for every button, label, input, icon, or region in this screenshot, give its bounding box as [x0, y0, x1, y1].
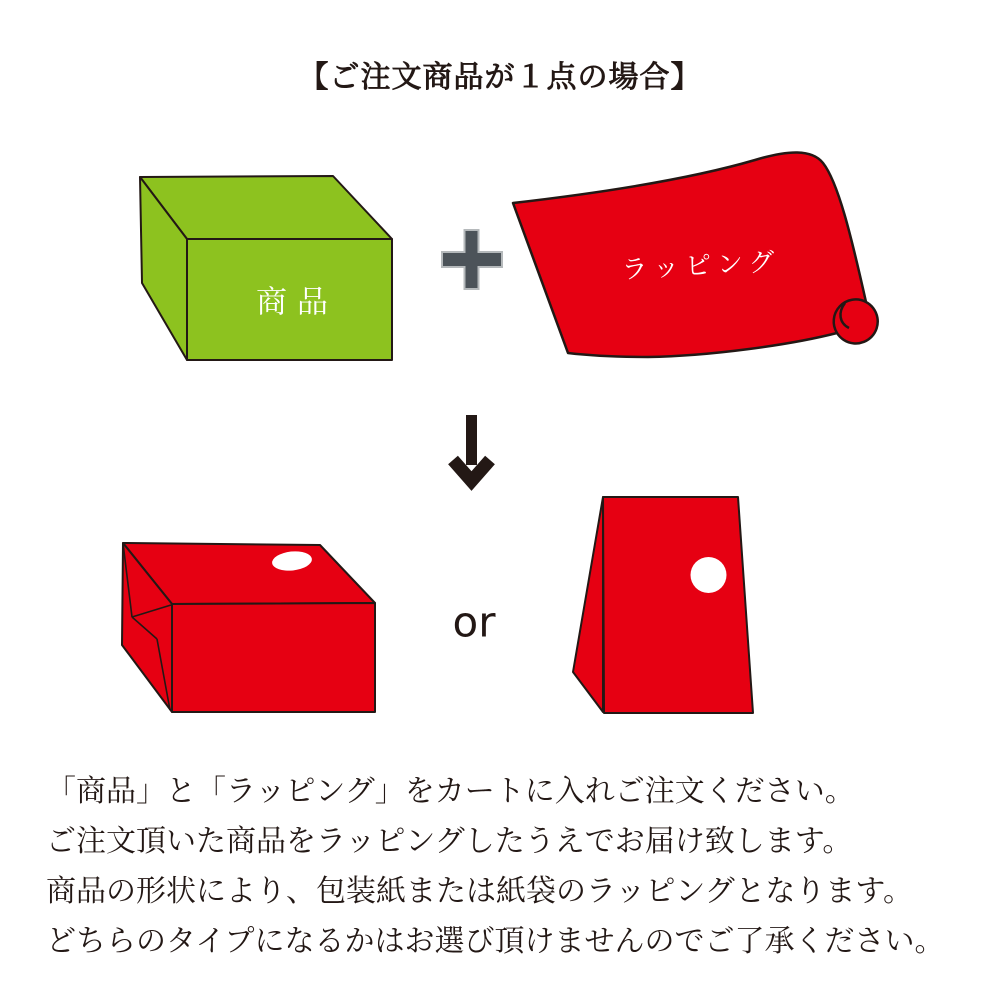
product-box-label: 商品	[256, 284, 338, 321]
description-line-4: どちらのタイプになるかはお選び頂けませんのでご了承ください。	[46, 924, 945, 959]
paper-bag-gusset	[573, 497, 603, 712]
wrapped-box-front-face	[172, 603, 375, 712]
description-line-2: ご注文頂いた商品をラッピングしたうえでお届け致します。	[46, 824, 853, 859]
down-arrow-stem	[466, 415, 477, 465]
paper-bag-sticker	[691, 557, 727, 593]
description-line-3: 商品の形状により、包装紙または紙袋のラッピングとなります。	[46, 874, 913, 909]
plus-icon	[442, 230, 502, 289]
product-box	[140, 176, 392, 360]
paper-bag-front-face	[603, 497, 753, 713]
down-arrow-icon	[453, 415, 490, 481]
wrapping-paper-label: ラッピング	[620, 247, 782, 286]
description-line-1: 「商品」と「ラッピング」をカートに入れご注文ください。	[46, 774, 855, 809]
wrapped-box	[122, 543, 375, 712]
paper-bag	[573, 497, 753, 713]
page-title: 【ご注文商品が１点の場合】	[298, 60, 702, 95]
description-text	[46, 767, 945, 967]
or-label: or	[452, 597, 496, 647]
